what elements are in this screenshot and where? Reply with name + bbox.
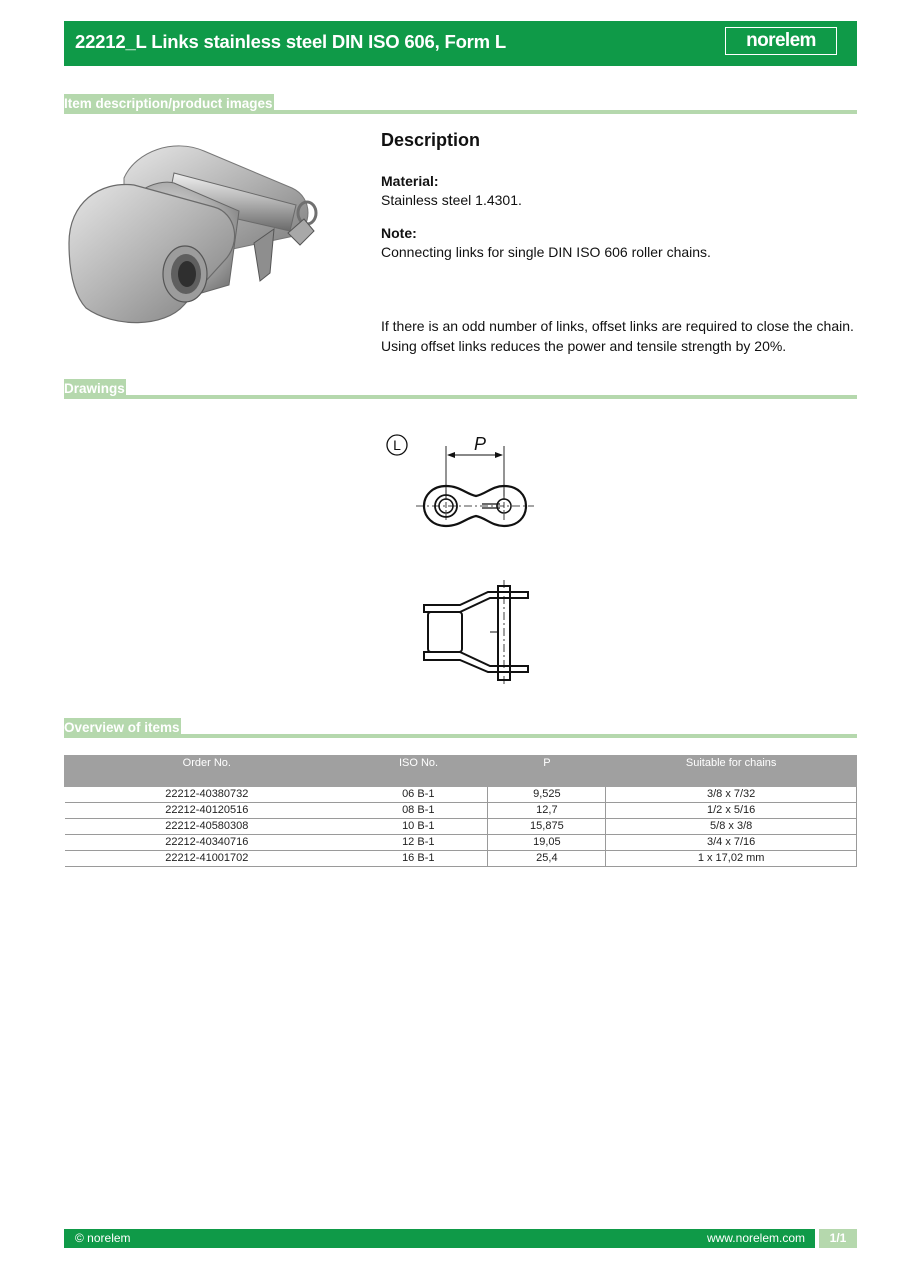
order-no-cell: 22212-40120516: [65, 803, 350, 819]
p-cell: 25,4: [488, 851, 606, 867]
section-label: Overview of items: [64, 718, 181, 738]
material-label: Material:: [381, 173, 439, 189]
note-value: Connecting links for single DIN ISO 606 roller chains.: [381, 244, 711, 260]
order-no-cell: 22212-40380732: [65, 787, 350, 803]
iso-no-cell: 08 B-1: [349, 803, 488, 819]
iso-no-cell: 10 B-1: [349, 819, 488, 835]
suitable-cell: 5/8 x 3/8: [606, 819, 857, 835]
description-title: Description: [381, 130, 481, 150]
section-overview: [64, 716, 857, 738]
header-bar: [64, 21, 857, 66]
table-row[interactable]: [65, 787, 857, 803]
order-no-cell: 22212-40580308: [65, 819, 350, 835]
items-table: [64, 755, 857, 867]
header-order-no: Order No.: [65, 756, 350, 787]
copyright-text: © norelem: [75, 1231, 131, 1245]
section-item-description: [64, 92, 857, 114]
suitable-cell: 1 x 17,02 mm: [606, 851, 857, 867]
iso-no-cell: 16 B-1: [349, 851, 488, 867]
footer-bar: [64, 1229, 857, 1248]
p-cell: 12,7: [488, 803, 606, 819]
description-block: [381, 128, 857, 276]
table-row[interactable]: [65, 819, 857, 835]
website-link[interactable]: www.norelem.com: [706, 1231, 805, 1245]
section-drawings: [64, 377, 857, 399]
p-cell: 15,875: [488, 819, 606, 835]
table-row[interactable]: [65, 851, 857, 867]
norelem-logo[interactable]: norelem: [725, 27, 837, 55]
section-rule: [64, 734, 857, 738]
note-label: Note:: [381, 225, 417, 241]
page-title: 22212_L Links stainless steel DIN ISO 606, Form L: [75, 31, 506, 52]
section-label: Drawings: [64, 379, 126, 399]
suitable-cell: 1/2 x 5/16: [606, 803, 857, 819]
material-value: Stainless steel 1.4301.: [381, 192, 522, 208]
material-block: [381, 172, 857, 210]
suitable-cell: 3/8 x 7/32: [606, 787, 857, 803]
form-marker-letter: L: [393, 437, 401, 453]
table-row[interactable]: [65, 835, 857, 851]
product-image: [64, 133, 322, 328]
section-rule: [64, 395, 857, 399]
iso-no-cell: 12 B-1: [349, 835, 488, 851]
header-iso-no: ISO No.: [349, 756, 488, 787]
iso-no-cell: 06 B-1: [349, 787, 488, 803]
order-no-cell: 22212-40340716: [65, 835, 350, 851]
table-row[interactable]: [65, 803, 857, 819]
offset-links-note: If there is an odd number of links, offset links are required to close the chain. Using offset links reduces the power and tensile strength by 20%.: [381, 318, 854, 354]
dimension-label: P: [473, 434, 487, 454]
header-suitable-for-chains: Suitable for chains: [606, 756, 857, 787]
suitable-cell: 3/4 x 7/16: [606, 835, 857, 851]
order-no-cell: 22212-41001702: [65, 851, 350, 867]
technical-drawing: [380, 420, 540, 700]
header-p: P: [488, 756, 606, 787]
p-cell: 19,05: [488, 835, 606, 851]
p-cell: 9,525: [488, 787, 606, 803]
page-number: 1/1: [819, 1229, 857, 1248]
note-block: [381, 224, 857, 262]
section-label: Item description/product images: [64, 94, 274, 114]
table-header-row: [65, 756, 857, 787]
